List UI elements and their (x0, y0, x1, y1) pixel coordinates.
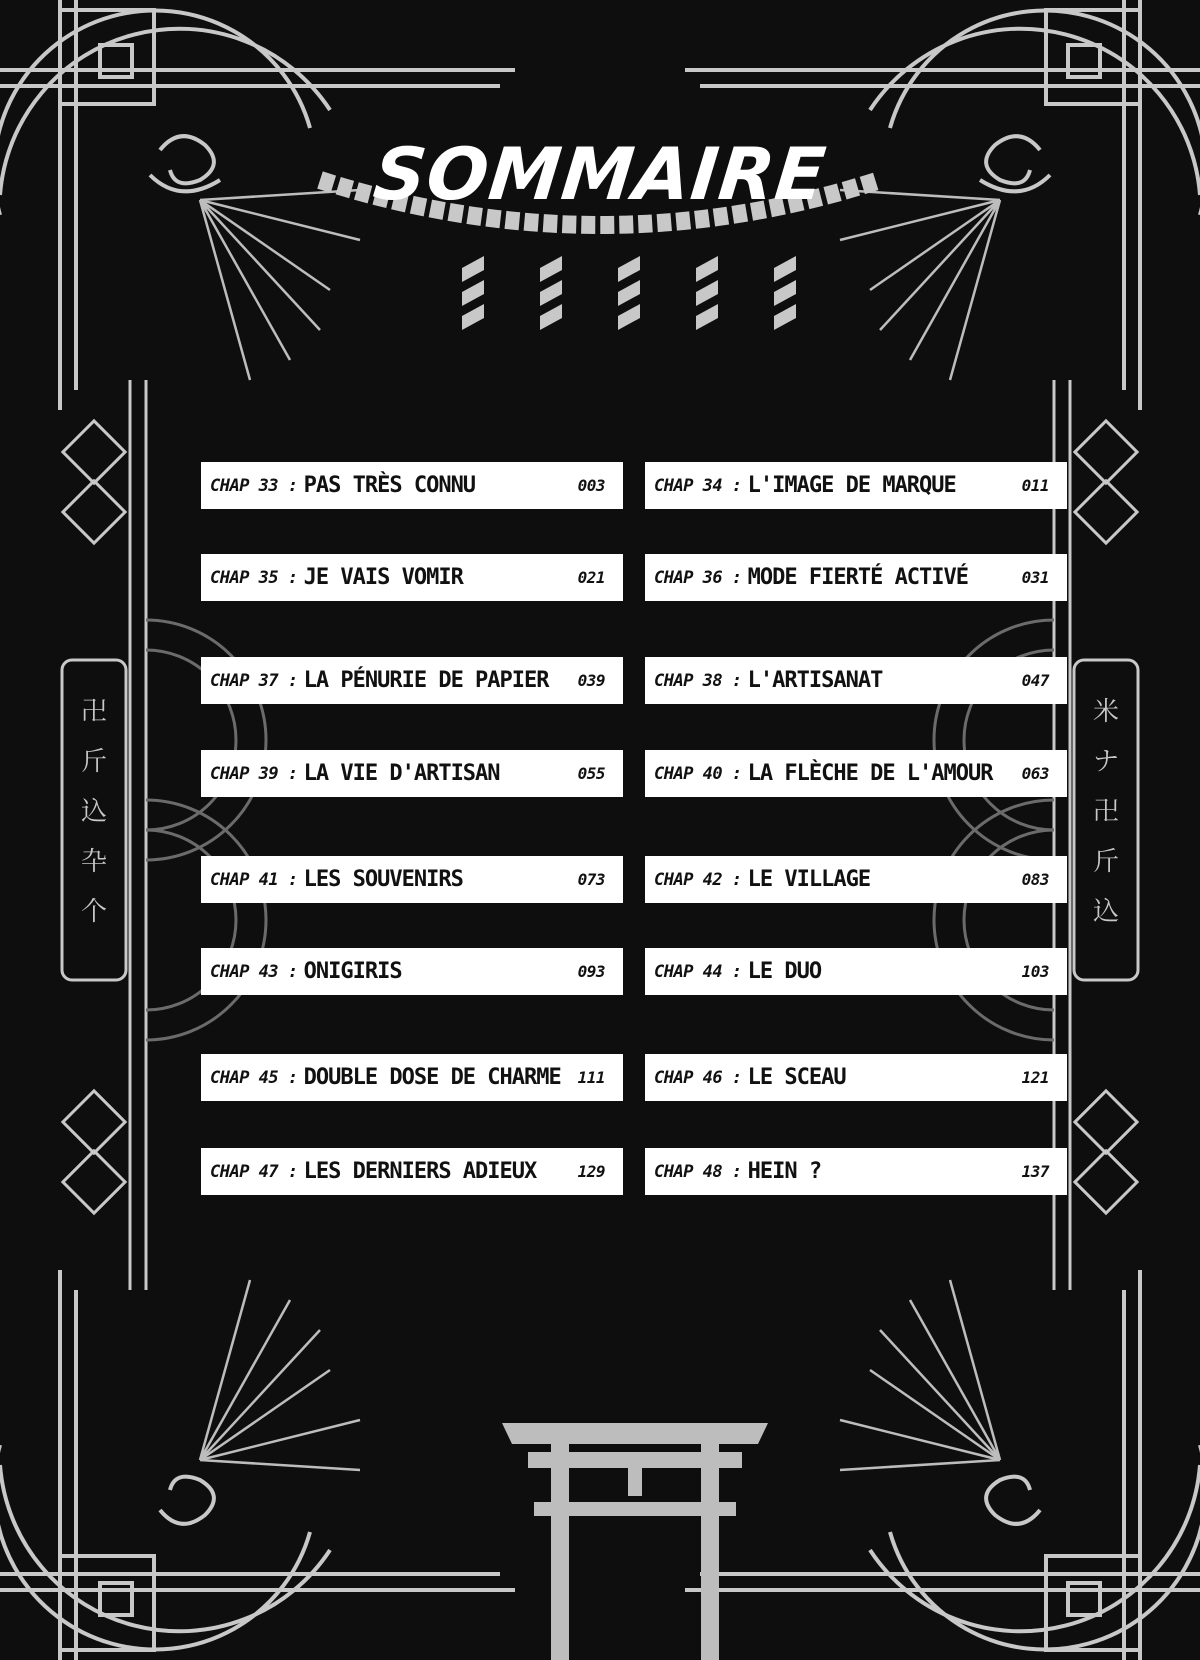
toc-entry (645, 462, 1067, 509)
svg-text:卆: 卆 (80, 847, 108, 877)
toc-entry (645, 1054, 1067, 1101)
page-number: 111 (577, 1068, 605, 1087)
chapter-number: CHAP 40 : (654, 763, 742, 784)
toc-entry (201, 657, 623, 704)
page-number: 039 (577, 671, 605, 690)
page-title: SOMMAIRE (369, 132, 831, 216)
toc-entry (645, 750, 1067, 797)
torii-gate-icon (502, 1423, 768, 1660)
chapter-title: HEIN ? (747, 1159, 822, 1184)
chapter-number: CHAP 43 : (210, 961, 298, 982)
page-number: 103 (1021, 962, 1049, 981)
page-number: 093 (577, 962, 605, 981)
page-number: 047 (1021, 671, 1049, 690)
chapter-title: LE VILLAGE (747, 867, 871, 892)
chapter-title: ONIGIRIS (303, 959, 402, 984)
page-number: 137 (1021, 1162, 1049, 1181)
chapter-number: CHAP 47 : (210, 1161, 298, 1182)
page-number: 021 (577, 568, 605, 587)
page-number: 031 (1021, 568, 1049, 587)
chapter-title: LE SCEAU (747, 1065, 846, 1090)
chapter-number: CHAP 41 : (210, 869, 298, 890)
page-number: 083 (1021, 870, 1049, 889)
chapter-number: CHAP 45 : (210, 1067, 298, 1088)
page-number: 055 (577, 764, 605, 783)
corner-bottom-left-icon (0, 1270, 515, 1660)
svg-text:込: 込 (80, 797, 108, 827)
chapter-number: CHAP 35 : (210, 567, 298, 588)
page-number: 063 (1021, 764, 1049, 783)
chapter-number: CHAP 33 : (210, 475, 298, 496)
page-number: 073 (577, 870, 605, 889)
chapter-number: CHAP 39 : (210, 763, 298, 784)
svg-text:米: 米 (1092, 697, 1120, 727)
chapter-title: DOUBLE DOSE DE CHARME (303, 1065, 561, 1090)
sunburst-rays-top-icon (200, 190, 1000, 380)
chapter-title: MODE FIERTÉ ACTIVÉ (747, 565, 969, 590)
chapter-title: PAS TRÈS CONNU (303, 473, 476, 498)
chapter-title: JE VAIS VOMIR (303, 565, 463, 590)
toc-entry (201, 750, 623, 797)
svg-text:个: 个 (80, 897, 108, 927)
chapter-title: LE DUO (747, 959, 822, 984)
page-number: 003 (577, 476, 605, 495)
toc-entry (201, 554, 623, 601)
chapter-number: CHAP 42 : (654, 869, 742, 890)
page-number: 011 (1021, 476, 1049, 495)
toc-entry (645, 1148, 1067, 1195)
chapter-title: LA VIE D'ARTISAN (303, 761, 500, 786)
chapter-number: CHAP 46 : (654, 1067, 742, 1088)
page-number: 121 (1021, 1068, 1049, 1087)
toc-entry (201, 856, 623, 903)
chapter-title: LA FLÈCHE DE L'AMOUR (747, 761, 993, 786)
chapter-number: CHAP 34 : (654, 475, 742, 496)
corner-bottom-right-icon (685, 1270, 1200, 1660)
chapter-title: LA PÉNURIE DE PAPIER (303, 668, 549, 693)
svg-text:ナ: ナ (1092, 747, 1120, 777)
toc-entry (201, 948, 623, 995)
chapter-number: CHAP 48 : (654, 1161, 742, 1182)
toc-entry (645, 554, 1067, 601)
toc-entry (645, 948, 1067, 995)
chapter-number: CHAP 38 : (654, 670, 742, 691)
svg-text:斤: 斤 (80, 747, 108, 777)
svg-text:斤: 斤 (1092, 847, 1120, 877)
svg-text:込: 込 (1092, 897, 1120, 927)
chapter-title: LES SOUVENIRS (303, 867, 463, 892)
svg-text:卍: 卍 (1092, 797, 1120, 827)
svg-text:卍: 卍 (80, 697, 108, 727)
shide-paper-icon (462, 256, 796, 330)
chapter-number: CHAP 36 : (654, 567, 742, 588)
chapter-title: LES DERNIERS ADIEUX (303, 1159, 537, 1184)
chapter-number: CHAP 37 : (210, 670, 298, 691)
page-number: 129 (577, 1162, 605, 1181)
toc-entry (645, 856, 1067, 903)
chapter-number: CHAP 44 : (654, 961, 742, 982)
chapter-title: L'ARTISANAT (747, 668, 883, 693)
toc-entry (201, 462, 623, 509)
toc-entry (645, 657, 1067, 704)
chapter-title: L'IMAGE DE MARQUE (747, 473, 956, 498)
toc-entry (201, 1054, 623, 1101)
toc-entry (201, 1148, 623, 1195)
